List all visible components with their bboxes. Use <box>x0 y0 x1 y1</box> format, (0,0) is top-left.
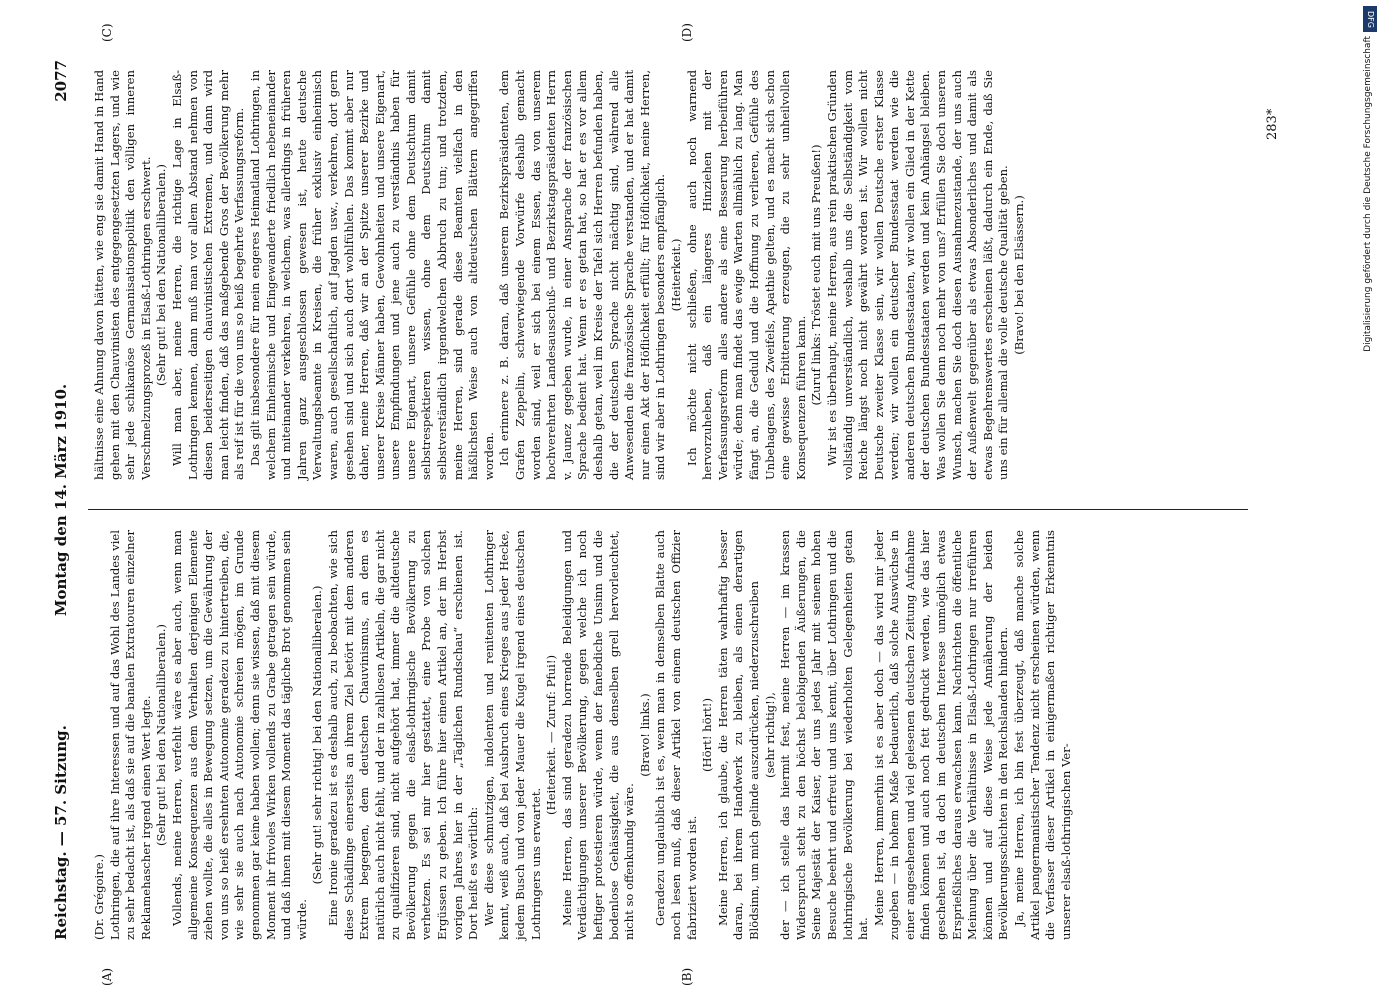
column-divider <box>88 509 1248 510</box>
paragraph: der — ich stelle das hiermit fest, meine Herren — im krassen Widerspruch steht zu den höchst belobigenden Äußerungen, die Seine Majestät der Kaiser, der uns jedes Jahr mit seinem hohen Besuche beehrt und erfreut und uns kennt, über Lothringen und die lothringische Bevölkerung bei wiederholten Gelegenheiten getan hat. <box>778 530 871 940</box>
speaker-name: (Dr. Grégoire.) <box>92 854 106 940</box>
interjection: (Sehr gut! bei den Nationalliberalen.) <box>154 164 169 386</box>
paragraph: Ja, meine Herren, ich bin fest überzeugt, daß manche solche Artikel pangermanistischer Tendenz nicht erscheinen würden, wenn die Verfasser dieser Artikel in einigermaßen richtiger Erkenntnis unserer elsaß-lothringischen Ver- <box>1012 530 1073 940</box>
header-session: Reichstag. — 57. Sitzung. <box>52 725 70 940</box>
dfg-credit-text: Digitalisierung gefördert durch die Deutsche Forschungsgemeinschaft <box>1363 36 1373 352</box>
paragraph: Ich erinnere z. B. daran, daß unserem Bezirkspräsidenten, dem Grafen Zeppelin, schwerwiegende Vorwürfe deshalb gemacht worden sind, weil er sich bei einem Essen, das von unserem hochverehrten Landesausschuß- und Bezirkstagspräsidenten Herrn v. Jaunez gegeben wurde, in einer Ansprache der französischen Sprache bedient hat. Wenn er es getan hat, so hat er es vor allem deshalb getan, weil im Kreise der Tafel sich Herren befunden haben, die der deutschen Sprache nicht mächtig sind, während alle Anwesenden die französische Sprache verstanden, und er hat damit nur einen Akt der Höflichkeit erfüllt; für Höflichkeit, meine Herren, sind wir aber in Lothringen besonders empfänglich. <box>497 70 668 480</box>
margin-marker-c: (C) <box>100 23 114 42</box>
interjection: (Sehr gut! sehr richtig! bei den Nationalliberalen.) <box>310 585 325 885</box>
text-column-left <box>92 530 1074 940</box>
margin-marker-d: (D) <box>680 23 694 42</box>
paragraph: Ich möchte nicht schließen, ohne auch noch warnend hervorzuheben, daß ein längeres Hinziehen mit der Verfassungsreform alles andere als eine Besserung herbeiführen würde; denn man findet das ewige Warten allmählich zu lang. Man fängt an, die Geduld und die Hoffnung zu verlieren, Gefühle des Unbehagens, des Zweifels, Apathie gelten, und es macht sich schon eine gewisse Erbitterung erzeugen, die zu sehr unheilvollen Konsequenzen führen kann. <box>684 70 808 480</box>
paragraph: Meine Herren, das sind geradezu horrende Beleidigungen und Verdächtigungen unserer Bevölkerung, gegen welche ich noch heftiger protestieren würde, wenn der fanebdiche Unsinn und die bodenlose Gehässigkeit, die aus denselben grell hervorleuchtet, nicht so offenkundig wäre. <box>559 530 637 940</box>
paragraph: hältnisse eine Ahnung davon hätten, wie eng sie damit Hand in Hand gehen mit den Chauvinisten des entgegengesetzten Lagers, und wie sehr jede schikanöse Germanisationspolitik den völligen inneren Verschmelzungsprozeß in Elsaß-Lothringen erschwert. <box>92 70 153 480</box>
interjection: (sehr richtig!), <box>762 692 777 778</box>
interjection: (Heiterkeit.) <box>668 238 683 312</box>
page-number: 2077 <box>52 60 70 102</box>
quote: Wer diese schmutzigen, indolenten und renitenten Lothringer kennt, weiß auch, daß bei Ausbruch eines Krieges aus jeder Hecke, jedem Busch und von jeder Mauer die Kugel irgend eines deutschen Lothringers uns erwartet. <box>481 530 543 940</box>
paragraph: Meine Herren, ich glaube, die Herren täten wahrhaftig besser daran, bei ihrem Handwerk zu bleiben, als einen derartigen Blödsinn, um mich gelinde auszudrücken, niederzuschreiben <box>715 530 761 940</box>
interjection: (Hört! hört!) <box>700 698 715 772</box>
paragraph: Das gilt insbesondere für mein engeres Heimatland Lothringen, in welchem Einheimische und Eingewanderte friedlich nebeneinander und miteinander verkehren, in welchem, was allerdings in früheren Jahren ganz ausgeschlossen gewesen ist, heute deutsche Verwaltungsbeamte in Kreisen, die früher exklusiv einheimisch waren, auch gesellschaftlich, auf Jagden usw., verkehren, dort gern gesehen sind und sich auch dort wohlfühlen. Das kommt aber nur daher, meine Herren, daß wir an der Spitze unserer Bezirke und unserer Kreise Männer haben, Gewohnheiten und unsere Eigenart, unsere Empfindungen und jene auch zu verständnis haben für unsere Eigenart, unsere Gefühle ohne dem Deutschtum damit selbstrespektieren wissen, ohne dem Deutschtum damit selbstverständlich irgendwelchen Abbruch zu tun; und trotzdem, meine Herren, sind gerade diese Beamten vielfach in den häßlichsten Weise auch von altdeutschen Blättern angegriffen worden. <box>247 70 496 480</box>
interjection: (Sehr gut! bei den Nationalliberalen.) <box>154 624 169 846</box>
paragraph: Vollends, meine Herren, verfehlt wäre es aber auch, wenn man allgemeine Konsequenzen aus dem Verhalten derjenigen Elemente ziehen wollte, die alles in Bewegung setzen, um die Gewährung der von uns so heiß ersehnten Autonomie geradezu zu hintertreiben, die, wie sehr sie auch nach Autonomie schreien mögen, im Grunde genommen gar keine haben wollen; denn sie wissen, daß mit diesem Moment ihr frivoles Wirken vollends zu Grabe getragen sein würde, und daß ihnen mit diesem Moment das tägliche Brot genommen sein würde. <box>169 530 309 940</box>
interjection: (Bravo! links.) <box>637 693 652 777</box>
header-date: Montag den 14. März 1910. <box>52 383 70 617</box>
paragraph: Will man aber, meine Herren, die richtige Lage in Elsaß-Lothringen kennen, dann muß man vor allem Abstand nehmen von diesen beiderseitigen chauvinistischen Extremen, und dann wird man leicht finden, daß das maßgebende Gros der Bevölkerung mehr als reif ist für die von uns so heiß begehrte Verfassungsreform. <box>169 70 247 480</box>
interjection: (Bravo! bei den Elsässern.) <box>1012 195 1027 355</box>
text-column-right <box>92 70 1028 480</box>
paragraph: Wir ist es überhaupt, meine Herren, aus rein praktischen Gründen vollständig unverständlich, weshalb uns die Selbständigkeit vom Reiche längst noch nicht gewährt worden ist. Wir wollen nicht Deutsche zweiter Klasse sein, wir wollen Deutsche erster Klasse werden; wir wollen ein deutscher Bundesstaat werden wie die anderen deutschen Bundesstaaten, wir wollen ein Glied in der Kette der deutschen Bundesstaaten werden und kein Anhängsel bleiben. Was wollen Sie denn noch mehr von uns? Erfüllen Sie doch unseren Wunsch, machen Sie doch diesen Ausnahmezustande, der uns auch der Außenwelt gegenüber als etwas Absonderliches und damit als etwas Begehrenswertes erscheinen läßt, dadurch ein Ende, daß Sie uns ein für allemal die volle deutsche Qualität geben. <box>824 70 1011 480</box>
interjection: (Heiterkeit. — Zuruf: Pfui!) <box>544 654 559 816</box>
paragraph: Meine Herren, immerhin ist es aber doch — das wird mir jeder zugeben — in hohem Maße bedauerlich, daß solche Auswüchse in einer angesehenen und viel gelesenen deutschen Zeitung Aufnahme finden können und auch noch fett gedruckt werden, wie das hier geschehen ist, da doch im deutschen Interesse unmöglich etwas Ersprießliches daraus erwachsen kann. Nachrichten die öffentliche Meinung über die Verhältnisse in Elsaß-Lothringen nur irreführen können und auf diese Weise jede Annäherung der beiden Bevölkerungsschichten in den Reichslanden hindern. <box>871 530 1011 940</box>
running-header <box>52 60 82 940</box>
margin-marker-a: (A) <box>100 967 114 986</box>
paragraph: Lothringen, die auf ihre Interessen und auf das Wohl des Landes viel zu sehr bedacht ist, als daß sie auf die banalen Extratouren einzelner Reklamehascher irgend einen Wert legte. <box>107 530 153 940</box>
dfg-watermark <box>1363 6 1377 996</box>
interjection: (Zuruf links: Tröstet euch mit uns Preußen!) <box>809 144 824 406</box>
paragraph: Eine Ironie geradezu ist es deshalb auch, zu beobachten, wie sich diese Schädlinge einerseits an ihrem Ziel betört mit dem anderen Extrem begegnen, dem deutschen Chauvinismus, an dem es natürlich auch nicht fehlt, und der in zahllosen Artikeln, die gar nicht zu qualifizieren sind, nicht aufgehört hat, immer die altdeutsche Bevölkerung gegen die elsaß-lothringische Bevölkerung zu verhetzen. Es sei mir hier gestattet, eine Probe von solchen Ergüssen zu geben. Ich führe hier einen Artikel an, der im Herbst vorigen Jahres hier in der „Täglichen Rundschau“ erschienen ist. Dort heißt es wörtlich: <box>325 530 481 940</box>
sheet-signature: 283* <box>1265 108 1280 140</box>
paragraph: Geradezu unglaublich ist es, wenn man in demselben Blatte auch noch lesen muß, daß dieser Artikel von einem deutschen Offizier fabriziert worden ist. <box>653 530 699 940</box>
dfg-logo: DFG <box>1363 6 1377 32</box>
margin-marker-b: (B) <box>680 967 694 986</box>
